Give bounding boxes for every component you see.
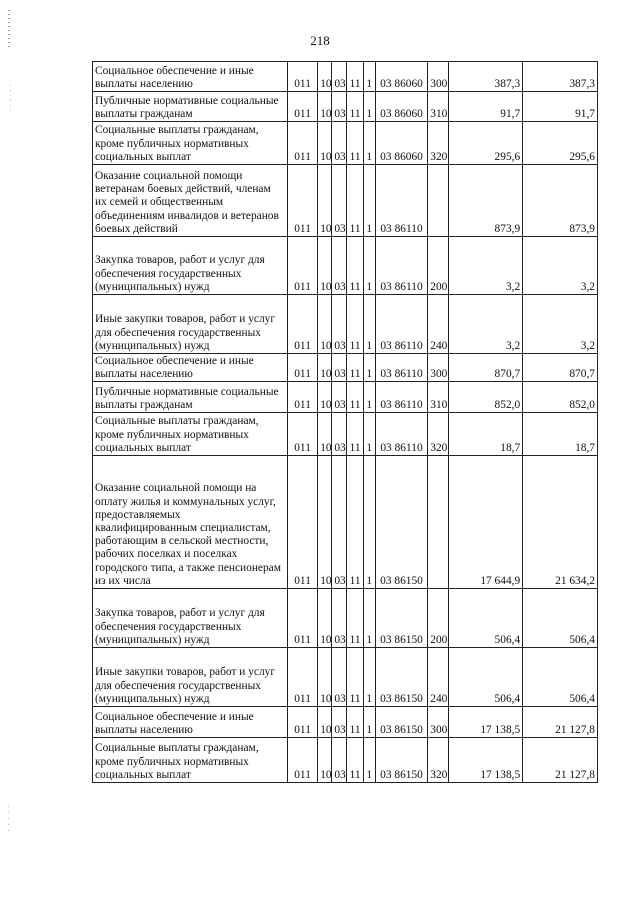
subprogram-code: 1 <box>363 122 375 165</box>
direction-number: 86110 <box>394 339 423 352</box>
ministry-code: 011 <box>287 738 317 783</box>
table-row <box>93 648 598 707</box>
ministry-code: 011 <box>287 648 317 707</box>
budget-table <box>92 61 598 783</box>
expense-name: Закупка товаров, работ и услуг для обеспечения государственных (муниципальных) нужд <box>93 237 288 295</box>
program-code: 11 <box>347 62 363 92</box>
subprogram-code: 1 <box>363 354 375 382</box>
subprogram-code: 1 <box>363 456 375 589</box>
program-code: 11 <box>347 295 363 354</box>
ministry-code: 011 <box>287 295 317 354</box>
direction-code <box>375 92 428 122</box>
program-code: 11 <box>347 382 363 413</box>
ministry-code: 011 <box>287 92 317 122</box>
expense-type-code: 300 <box>428 707 449 738</box>
expense-type-code: 310 <box>428 382 449 413</box>
expense-name: Оказание социальной помощи на оплату жилья и коммунальных услуг, предоставляемых квалифицированным специалистам, работающим в сельской местности, рабочих поселках и поселках городского типа, а также пенсионерам из их числа <box>93 456 288 589</box>
amount-year-2: 295,6 <box>523 122 598 165</box>
amount-year-1: 17 138,5 <box>449 707 523 738</box>
subprogram-code: 1 <box>363 237 375 295</box>
direction-code <box>375 237 428 295</box>
program-code: 11 <box>347 165 363 237</box>
direction-number: 86110 <box>394 280 423 293</box>
table-row <box>93 382 598 413</box>
subsection-code: 03 <box>332 165 347 237</box>
amount-year-1: 17 644,9 <box>449 456 523 589</box>
program-code: 11 <box>347 456 363 589</box>
table-body <box>93 62 598 783</box>
direction-code <box>375 382 428 413</box>
expense-name: Иные закупки товаров, работ и услуг для обеспечения государственных (муниципальных) нужд <box>93 295 288 354</box>
main-event-code: 03 <box>380 398 392 411</box>
expense-type-code: 320 <box>428 738 449 783</box>
table-row <box>93 589 598 648</box>
subprogram-code: 1 <box>363 295 375 354</box>
direction-number: 86150 <box>394 574 423 587</box>
ministry-code: 011 <box>287 456 317 589</box>
direction-code <box>375 354 428 382</box>
amount-year-1: 295,6 <box>449 122 523 165</box>
program-code: 11 <box>347 413 363 456</box>
expense-type-code: 310 <box>428 92 449 122</box>
main-event-code: 03 <box>380 339 392 352</box>
main-event-code: 03 <box>380 723 392 736</box>
direction-code <box>375 648 428 707</box>
direction-number: 86110 <box>394 222 423 235</box>
expense-name: Социальное обеспечение и иные выплаты населению <box>93 707 288 738</box>
section-code: 10 <box>318 413 332 456</box>
page-number: 218 <box>310 33 330 48</box>
amount-year-1: 3,2 <box>449 237 523 295</box>
table-row <box>93 456 598 589</box>
expense-name: Социальное обеспечение и иные выплаты населению <box>93 354 288 382</box>
expense-name: Закупка товаров, работ и услуг для обеспечения государственных (муниципальных) нужд <box>93 589 288 648</box>
expense-name: Социальные выплаты гражданам, кроме публичных нормативных социальных выплат <box>93 413 288 456</box>
main-event-code: 03 <box>380 692 392 705</box>
main-event-code: 03 <box>380 107 392 120</box>
direction-number: 86150 <box>394 768 423 781</box>
program-code: 11 <box>347 354 363 382</box>
main-event-code: 03 <box>380 367 392 380</box>
direction-code <box>375 738 428 783</box>
scan-artifact <box>8 806 9 836</box>
subprogram-code: 1 <box>363 165 375 237</box>
section-code: 10 <box>318 354 332 382</box>
direction-number: 86110 <box>394 367 423 380</box>
subprogram-code: 1 <box>363 92 375 122</box>
amount-year-2: 91,7 <box>523 92 598 122</box>
ministry-code: 011 <box>287 237 317 295</box>
direction-number: 86150 <box>394 633 423 646</box>
amount-year-1: 506,4 <box>449 589 523 648</box>
table-row <box>93 165 598 237</box>
subprogram-code: 1 <box>363 589 375 648</box>
direction-code <box>375 62 428 92</box>
program-code: 11 <box>347 92 363 122</box>
direction-number: 86110 <box>394 398 423 411</box>
subprogram-code: 1 <box>363 707 375 738</box>
program-code: 11 <box>347 648 363 707</box>
subsection-code: 03 <box>332 589 347 648</box>
expense-name: Социальные выплаты гражданам, кроме публичных нормативных социальных выплат <box>93 122 288 165</box>
direction-number: 86150 <box>394 692 423 705</box>
ministry-code: 011 <box>287 165 317 237</box>
section-code: 10 <box>318 62 332 92</box>
subsection-code: 03 <box>332 92 347 122</box>
amount-year-2: 3,2 <box>523 237 598 295</box>
subsection-code: 03 <box>332 382 347 413</box>
section-code: 10 <box>318 165 332 237</box>
direction-code <box>375 707 428 738</box>
section-code: 10 <box>318 122 332 165</box>
expense-type-code: 320 <box>428 413 449 456</box>
scan-artifact <box>10 85 11 115</box>
amount-year-1: 873,9 <box>449 165 523 237</box>
subprogram-code: 1 <box>363 62 375 92</box>
subsection-code: 03 <box>332 413 347 456</box>
direction-number: 86110 <box>394 441 423 454</box>
main-event-code: 03 <box>380 574 392 587</box>
subsection-code: 03 <box>332 62 347 92</box>
subsection-code: 03 <box>332 456 347 589</box>
table-row <box>93 62 598 92</box>
direction-number: 86060 <box>394 150 423 163</box>
expense-name: Публичные нормативные социальные выплаты гражданам <box>93 92 288 122</box>
table-row <box>93 413 598 456</box>
expense-name: Оказание социальной помощи ветеранам боевых действий, членам их семей и общественным объединениям инвалидов и ветеранов боевых действий <box>93 165 288 237</box>
subprogram-code: 1 <box>363 413 375 456</box>
subsection-code: 03 <box>332 738 347 783</box>
main-event-code: 03 <box>380 768 392 781</box>
direction-code <box>375 122 428 165</box>
expense-type-code: 200 <box>428 589 449 648</box>
ministry-code: 011 <box>287 122 317 165</box>
program-code: 11 <box>347 237 363 295</box>
table-row <box>93 354 598 382</box>
subsection-code: 03 <box>332 648 347 707</box>
direction-code <box>375 456 428 589</box>
table-row <box>93 738 598 783</box>
expense-type-code: 240 <box>428 295 449 354</box>
amount-year-2: 873,9 <box>523 165 598 237</box>
subsection-code: 03 <box>332 354 347 382</box>
amount-year-2: 21 127,8 <box>523 707 598 738</box>
subsection-code: 03 <box>332 122 347 165</box>
amount-year-2: 852,0 <box>523 382 598 413</box>
direction-number: 86060 <box>394 107 423 120</box>
amount-year-1: 18,7 <box>449 413 523 456</box>
section-code: 10 <box>318 92 332 122</box>
program-code: 11 <box>347 589 363 648</box>
main-event-code: 03 <box>380 222 392 235</box>
section-code: 10 <box>318 738 332 783</box>
ministry-code: 011 <box>287 354 317 382</box>
direction-code <box>375 295 428 354</box>
amount-year-2: 387,3 <box>523 62 598 92</box>
table-row <box>93 707 598 738</box>
subprogram-code: 1 <box>363 738 375 783</box>
section-code: 10 <box>318 707 332 738</box>
program-code: 11 <box>347 707 363 738</box>
amount-year-1: 506,4 <box>449 648 523 707</box>
section-code: 10 <box>318 237 332 295</box>
expense-type-code: 300 <box>428 354 449 382</box>
direction-code <box>375 165 428 237</box>
expense-type-code: 300 <box>428 62 449 92</box>
subprogram-code: 1 <box>363 648 375 707</box>
table-row <box>93 237 598 295</box>
section-code: 10 <box>318 382 332 413</box>
amount-year-1: 3,2 <box>449 295 523 354</box>
section-code: 10 <box>318 456 332 589</box>
main-event-code: 03 <box>380 441 392 454</box>
direction-number: 86060 <box>394 77 423 90</box>
section-code: 10 <box>318 589 332 648</box>
amount-year-2: 506,4 <box>523 648 598 707</box>
expense-type-code <box>428 165 449 237</box>
table-row <box>93 92 598 122</box>
expense-name: Социальное обеспечение и иные выплаты населению <box>93 62 288 92</box>
expense-type-code <box>428 456 449 589</box>
amount-year-1: 870,7 <box>449 354 523 382</box>
main-event-code: 03 <box>380 633 392 646</box>
amount-year-2: 18,7 <box>523 413 598 456</box>
expense-type-code: 240 <box>428 648 449 707</box>
table-row <box>93 122 598 165</box>
main-event-code: 03 <box>380 280 392 293</box>
direction-code <box>375 413 428 456</box>
subsection-code: 03 <box>332 237 347 295</box>
amount-year-2: 506,4 <box>523 589 598 648</box>
ministry-code: 011 <box>287 589 317 648</box>
expense-type-code: 320 <box>428 122 449 165</box>
amount-year-2: 21 127,8 <box>523 738 598 783</box>
main-event-code: 03 <box>380 77 392 90</box>
ministry-code: 011 <box>287 62 317 92</box>
program-code: 11 <box>347 738 363 783</box>
program-code: 11 <box>347 122 363 165</box>
subsection-code: 03 <box>332 295 347 354</box>
ministry-code: 011 <box>287 382 317 413</box>
amount-year-1: 91,7 <box>449 92 523 122</box>
amount-year-1: 17 138,5 <box>449 738 523 783</box>
main-event-code: 03 <box>380 150 392 163</box>
amount-year-2: 3,2 <box>523 295 598 354</box>
amount-year-2: 21 634,2 <box>523 456 598 589</box>
expense-type-code: 200 <box>428 237 449 295</box>
expense-name: Социальные выплаты гражданам, кроме публичных нормативных социальных выплат <box>93 738 288 783</box>
section-code: 10 <box>318 295 332 354</box>
section-code: 10 <box>318 648 332 707</box>
amount-year-2: 870,7 <box>523 354 598 382</box>
expense-name: Иные закупки товаров, работ и услуг для обеспечения государственных (муниципальных) нужд <box>93 648 288 707</box>
subsection-code: 03 <box>332 707 347 738</box>
expense-name: Публичные нормативные социальные выплаты гражданам <box>93 382 288 413</box>
ministry-code: 011 <box>287 413 317 456</box>
subprogram-code: 1 <box>363 382 375 413</box>
table-row <box>93 295 598 354</box>
ministry-code: 011 <box>287 707 317 738</box>
direction-number: 86150 <box>394 723 423 736</box>
amount-year-1: 387,3 <box>449 62 523 92</box>
direction-code <box>375 589 428 648</box>
amount-year-1: 852,0 <box>449 382 523 413</box>
